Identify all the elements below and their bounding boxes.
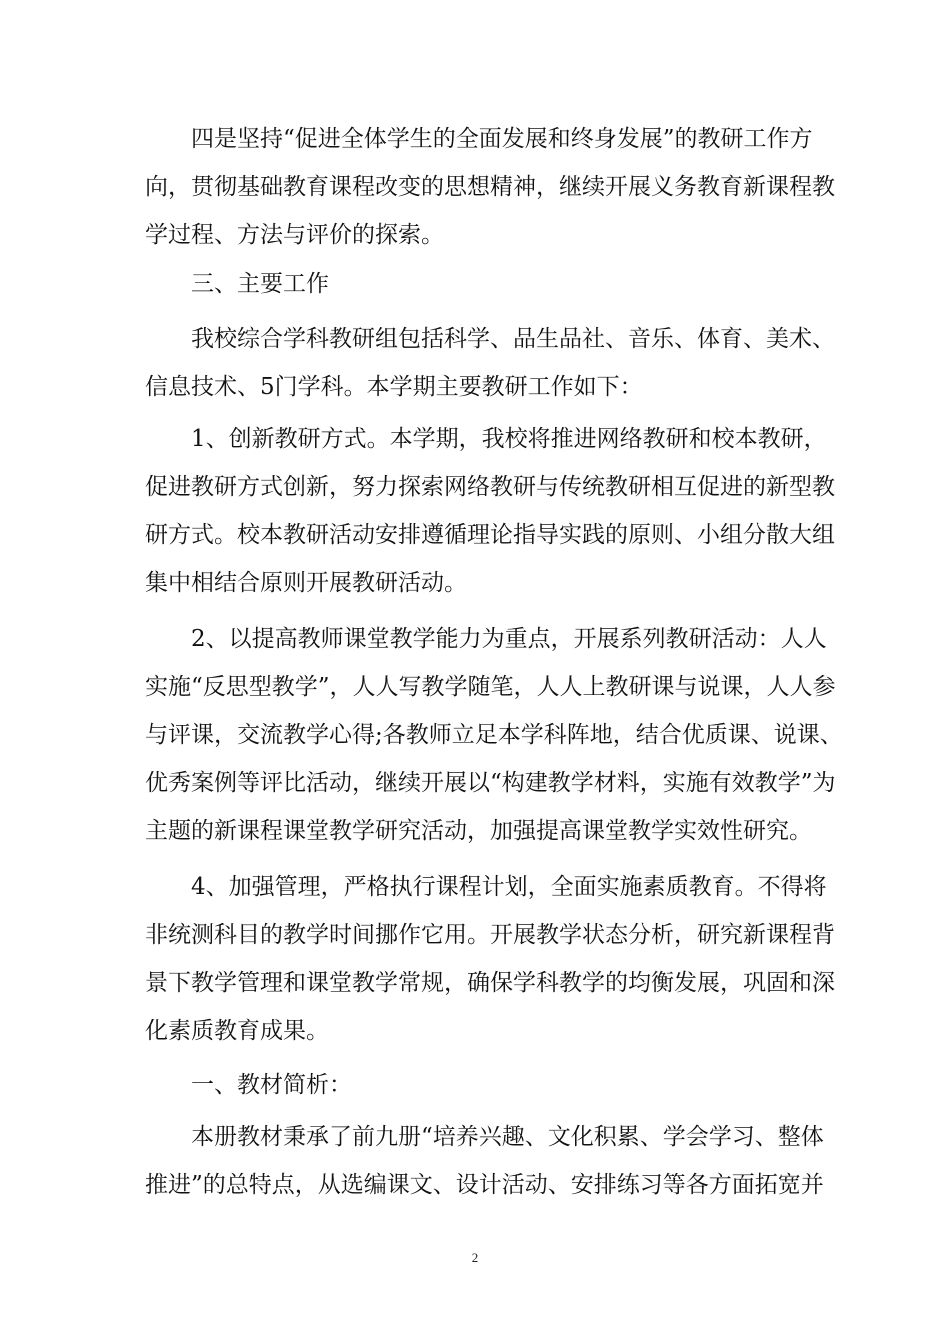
text-line: 四是坚持“促进全体学生的全面发展和终身发展”的教研工作方 [191,126,813,152]
text-line: 本册教材秉承了前九册“培养兴趣、文化积累、学会学习、整体 [191,1124,824,1150]
text-line: 我校综合学科教研组包括科学、品生品社、音乐、体育、美术、 [191,326,835,352]
text-line: 信息技术、5门学科。本学期主要教研工作如下： [145,374,643,400]
text-line: 4、加强管理，严格执行课程计划，全面实施素质教育。不得将 [191,874,827,900]
text-line: 向，贯彻基础教育课程改变的思想精神，继续开展义务教育新课程教 [145,174,835,200]
text-line: 优秀案例等评比活动，继续开展以“构建教学材料，实施有效教学”为 [145,770,836,796]
text-line: 景下教学管理和课堂教学常规，确保学科教学的均衡发展，巩固和深 [145,970,835,996]
text-line: 与评课，交流教学心得;各教师立足本学科阵地，结合优质课、说课、 [145,722,843,748]
text-line: 主题的新课程课堂教学研究活动，加强提高课堂教学实效性研究。 [145,818,812,844]
text-line: 实施“反思型教学”，人人写教学随笔，人人上教研课与说课，人人参 [145,674,836,700]
text-line: 2、以提高教师课堂教学能力为重点，开展系列教研活动：人人 [191,626,827,652]
text-line: 学过程、方法与评价的探索。 [145,222,444,248]
text-line: 研方式。校本教研活动安排遵循理论指导实践的原则、小组分散大组 [145,522,835,548]
section-heading: 三、主要工作 [191,271,329,297]
page-number: 2 [471,1250,479,1265]
text-line: 非统测科目的教学时间挪作它用。开展教学状态分析，研究新课程背 [145,922,835,948]
text-line: 集中相结合原则开展教研活动。 [145,570,467,596]
section-heading: 一、教材简析： [191,1072,352,1098]
text-line: 化素质教育成果。 [145,1018,329,1044]
text-line: 推进”的总特点，从选编课文、设计活动、安排练习等各方面拓宽并 [145,1172,824,1198]
text-line: 促进教研方式创新，努力探索网络教研与传统教研相互促进的新型教 [145,474,835,500]
text-line: 1、创新教研方式。本学期，我校将推进网络教研和校本教研， [191,426,827,452]
